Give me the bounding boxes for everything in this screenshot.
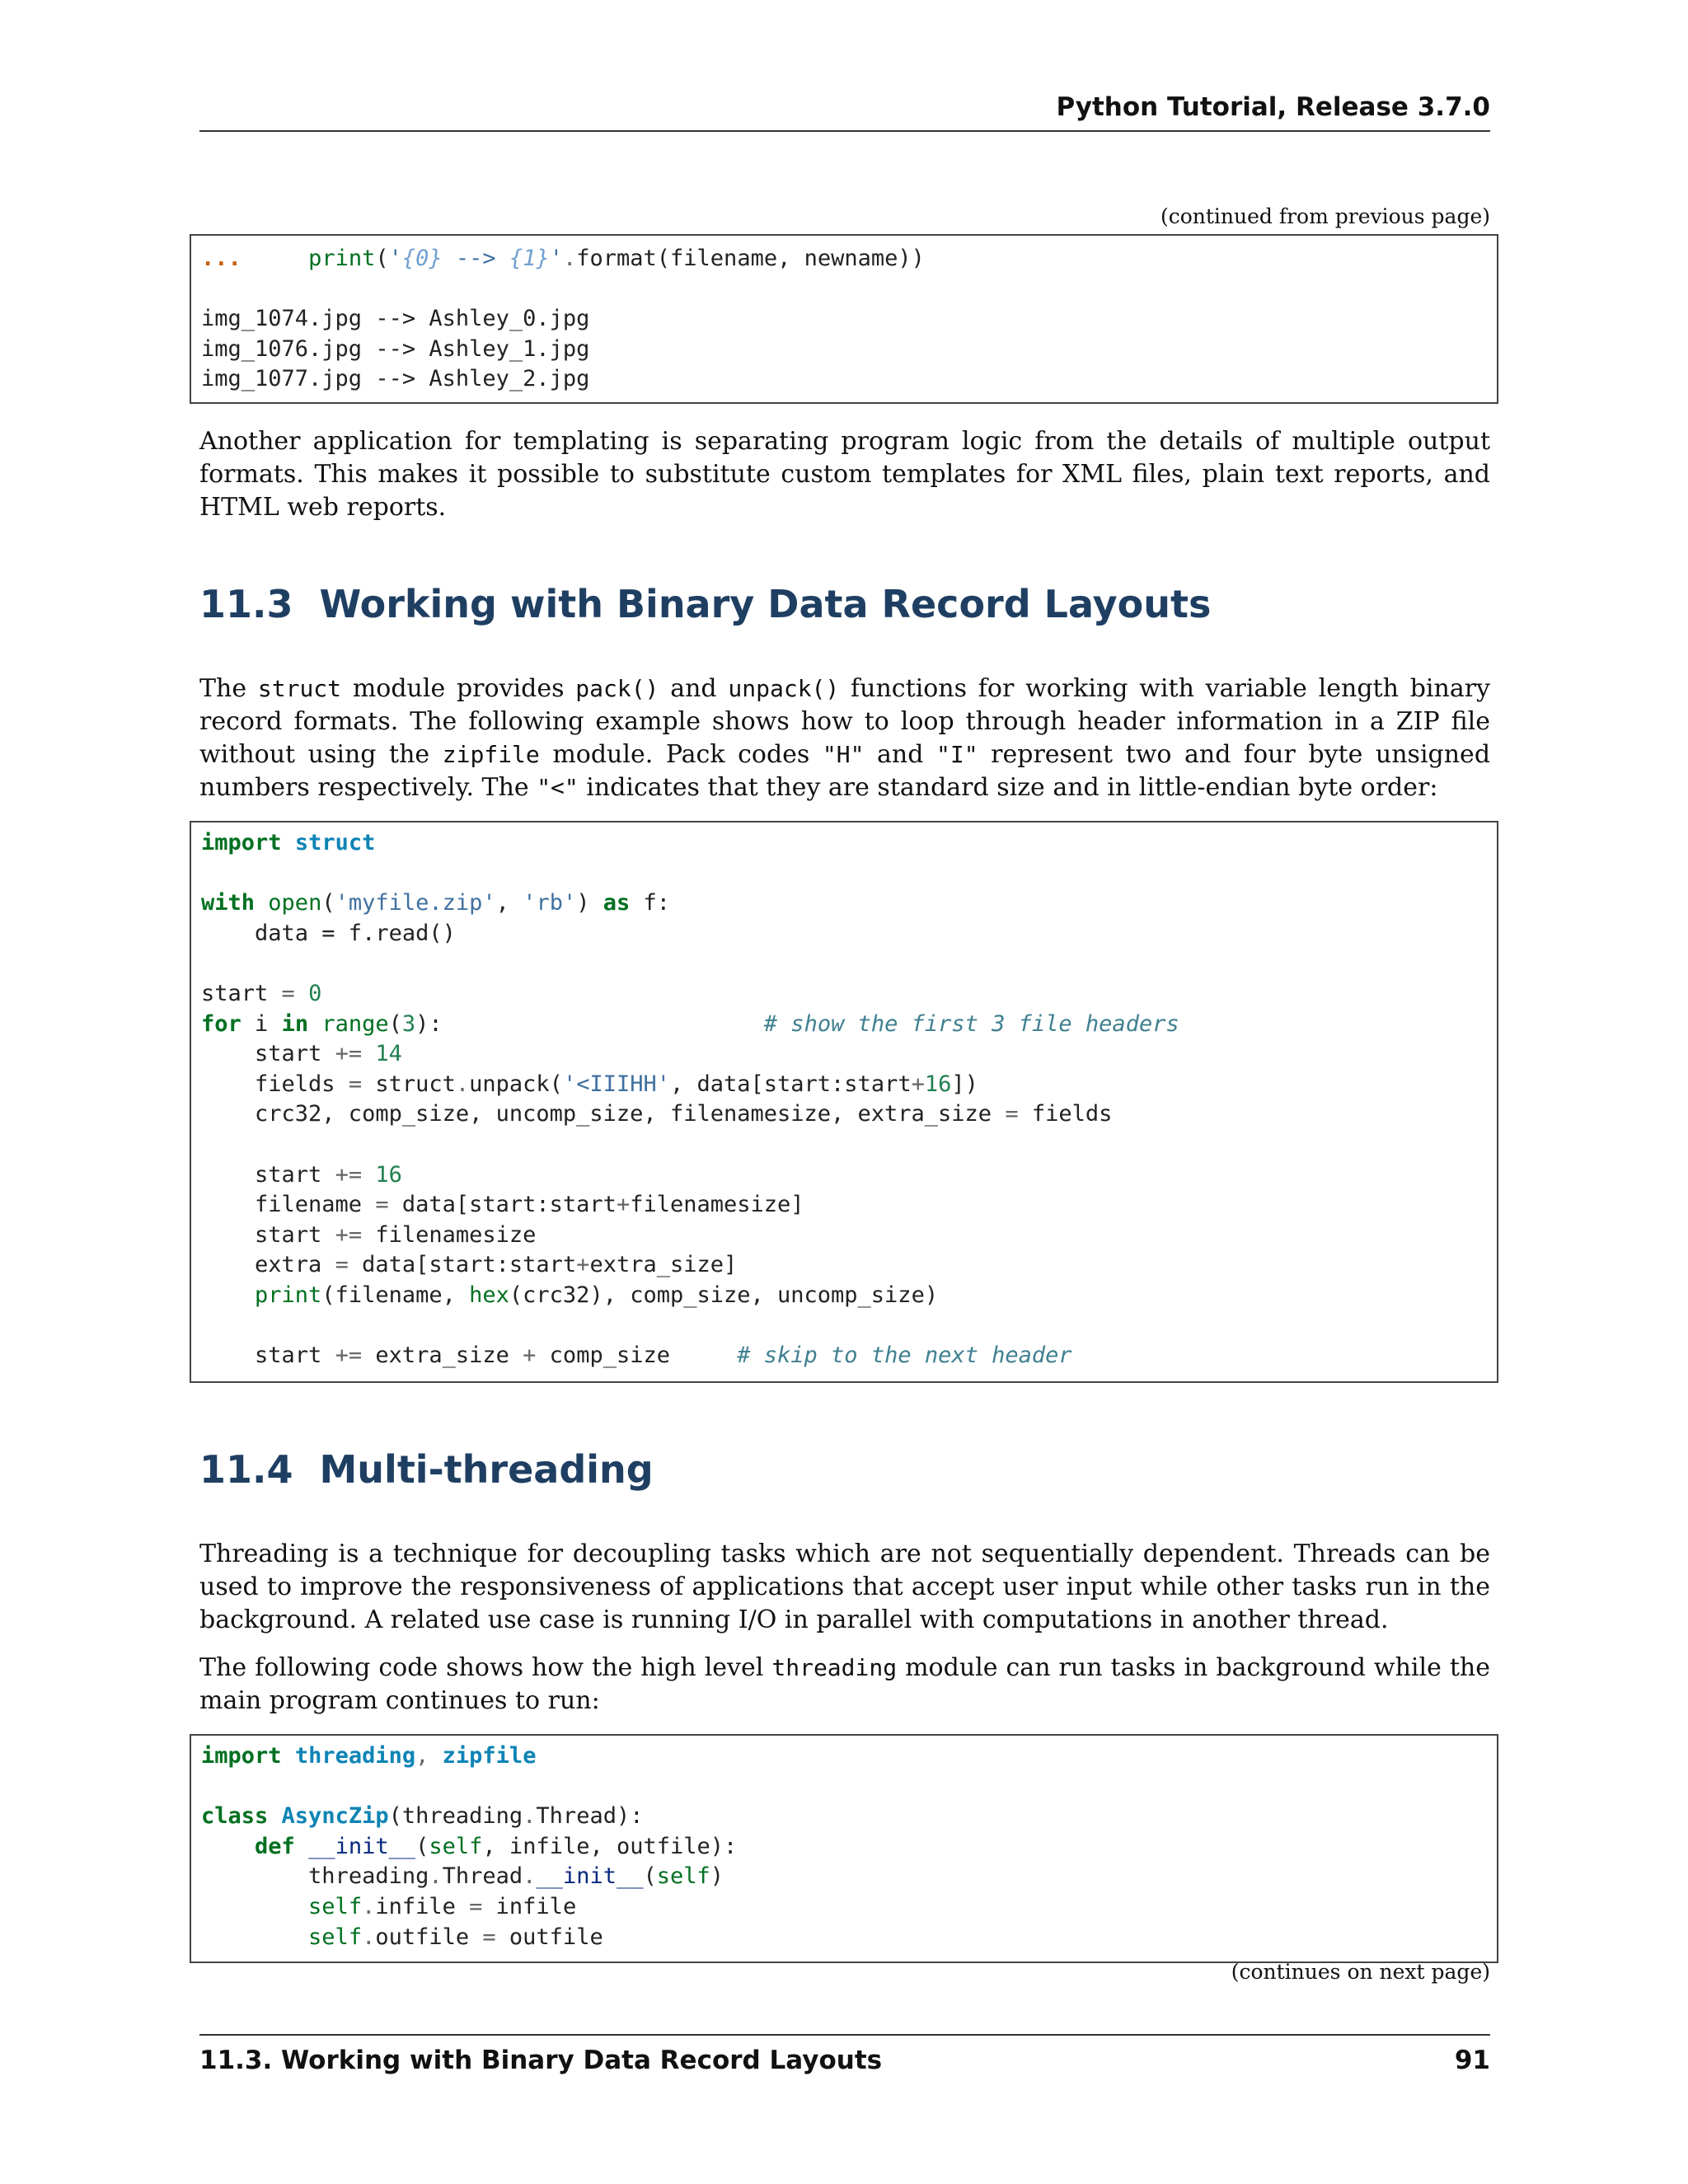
code-line: class AsyncZip(threading.Thread): <box>201 1803 644 1830</box>
code-output-line: img_1077.jpg --> Ashley_2.jpg <box>201 366 590 392</box>
code-block-output <box>190 234 1498 404</box>
code-line: self.outfile = outfile <box>308 1924 603 1950</box>
inline-code: zipfile <box>442 741 540 768</box>
inline-code: struct <box>257 675 342 702</box>
code-line: for i in range(3): # show the first 3 file headers <box>201 1010 1179 1037</box>
code-line: start += 16 <box>201 1161 402 1188</box>
code-line: with open('myfile.zip', 'rb') as f: <box>201 890 671 916</box>
page-footer <box>199 2034 1490 2085</box>
section-number: 11.4 <box>199 1447 293 1492</box>
paragraph-threading-code: The following code shows how the high level threading module can run tasks in background while the main program continues to run: <box>199 1653 1491 1715</box>
header-title: Python Tutorial, Release 3.7.0 <box>1056 92 1490 122</box>
inline-code: threading <box>771 1654 898 1681</box>
code-line: fields = struct.unpack('<IIIHH', data[start:start+16]) <box>201 1071 978 1097</box>
code-line: self.infile = infile <box>308 1893 577 1919</box>
code-line: start += extra_size + comp_size # skip to the next header <box>201 1343 1072 1369</box>
code-line: print(filename, hex(crc32), comp_size, uncomp_size) <box>255 1282 939 1308</box>
code-line: def __init__(self, infile, outfile): <box>255 1833 738 1859</box>
code-line: filename = data[start:start+filenamesize] <box>201 1192 804 1218</box>
code-line: data = f.read() <box>201 920 456 946</box>
section-heading-11-3 <box>199 582 1211 626</box>
code-block-struct <box>190 821 1498 1383</box>
inline-code: pack() <box>575 675 659 702</box>
paragraph-templating: Another application for templating is separating program logic from the details of multiple output formats. This makes it possible to substitute custom templates for XML files, plain text reports, and HTML web reports. <box>199 427 1490 522</box>
continues-on-note: (continues on next page) <box>1231 1960 1490 1984</box>
page-number: 91 <box>1454 2046 1490 2075</box>
paragraph-struct: The struct module provides pack() and unpack() functions for working with variable length binary record formats. The following example shows how to loop through header information in a ZIP file without using the zipfile module. Pack codes "H" and "I" represent two and four byte unsigned numbers respectively. The "<" indicates that they are standard size and in little-endian byte order: <box>199 674 1491 802</box>
code-block-threading <box>190 1734 1498 1963</box>
section-title: Working with Binary Data Record Layouts <box>319 582 1212 626</box>
inline-code: "H" <box>822 741 865 768</box>
section-number: 11.3 <box>199 582 293 626</box>
continued-from-note: (continued from previous page) <box>1160 204 1490 228</box>
code-line: import struct <box>201 830 376 855</box>
code-line: start += filenamesize <box>201 1221 537 1248</box>
code-line: ... print('{0} --> {1}'.format(filename, newname)) <box>201 246 925 271</box>
paragraph-threading-intro: Threading is a technique for decoupling tasks which are not sequentially dependent. Threads can be used to improve the responsiveness of applications that accept user input while other tasks run in the background. A related use case is running I/O in parallel with computations in another thread. <box>199 1540 1490 1634</box>
code-line: import threading, zipfile <box>201 1743 537 1769</box>
code-line: start = 0 <box>201 980 322 1006</box>
code-line: threading.Thread.__init__(self) <box>308 1863 724 1890</box>
footer-section: 11.3. Working with Binary Data Record Layouts <box>199 2046 883 2075</box>
code-line: extra = data[start:start+extra_size] <box>201 1252 738 1278</box>
running-header <box>199 92 1490 132</box>
inline-code: unpack() <box>728 675 840 702</box>
inline-code: "I" <box>936 741 978 768</box>
section-heading-11-4 <box>199 1447 654 1492</box>
code-line: start += 14 <box>201 1041 402 1067</box>
inline-code: "<" <box>537 774 579 801</box>
code-output-line: img_1074.jpg --> Ashley_0.jpg <box>201 306 590 332</box>
code-output-line: img_1076.jpg --> Ashley_1.jpg <box>201 335 590 362</box>
section-title: Multi-threading <box>319 1447 654 1492</box>
code-line: crc32, comp_size, uncomp_size, filenamesize, extra_size = fields <box>201 1101 1113 1127</box>
